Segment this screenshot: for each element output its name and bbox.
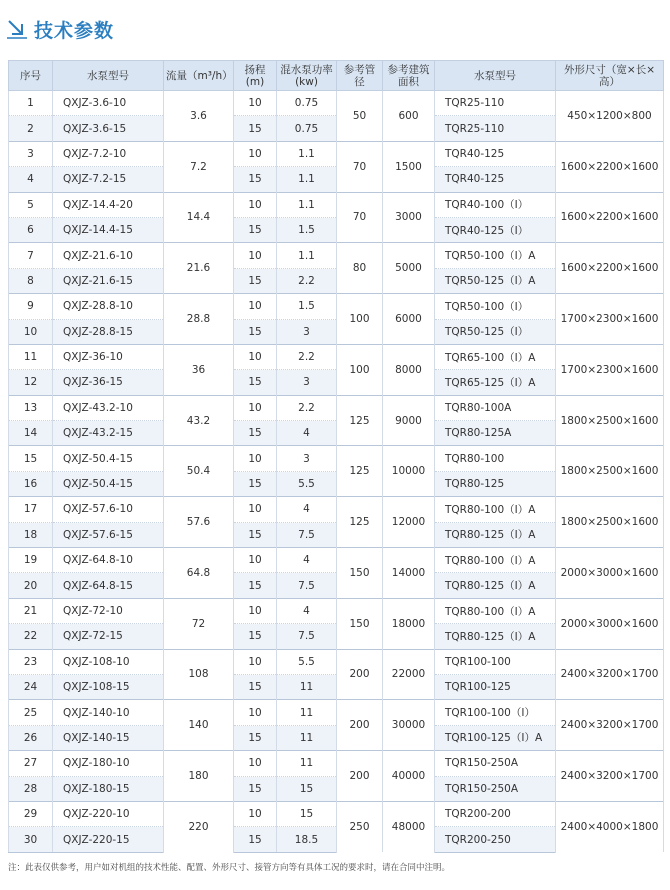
cell-model: QXJZ-28.8-15 — [53, 319, 164, 344]
cell-index: 28 — [9, 776, 53, 801]
cell-head: 15 — [234, 573, 277, 598]
cell-area: 18000 — [383, 598, 435, 649]
cell-area: 10000 — [383, 446, 435, 497]
cell-head: 15 — [234, 268, 277, 293]
cell-pump-model: TQR65-100（I）A — [435, 344, 556, 369]
cell-index: 21 — [9, 598, 53, 623]
table-header-row — [9, 61, 664, 91]
cell-head: 10 — [234, 751, 277, 776]
cell-flow: 220 — [164, 801, 234, 852]
cell-power: 3 — [277, 370, 337, 395]
cell-diameter: 200 — [337, 649, 383, 700]
cell-power: 2.2 — [277, 268, 337, 293]
cell-model: QXJZ-21.6-10 — [53, 243, 164, 268]
cell-area: 3000 — [383, 192, 435, 243]
cell-index: 19 — [9, 548, 53, 573]
table-row — [9, 141, 664, 166]
cell-pump-model: TQR50-125（I）A — [435, 268, 556, 293]
cell-diameter: 200 — [337, 751, 383, 802]
cell-dimensions: 1700×2300×1600 — [556, 344, 664, 395]
cell-index: 12 — [9, 370, 53, 395]
cell-power: 3 — [277, 319, 337, 344]
cell-power: 11 — [277, 674, 337, 699]
cell-dimensions: 2000×3000×1600 — [556, 598, 664, 649]
cell-power: 11 — [277, 725, 337, 750]
col-header-head: 扬程(m) — [234, 61, 277, 91]
cell-dimensions: 2400×3200×1700 — [556, 649, 664, 700]
cell-diameter: 100 — [337, 294, 383, 345]
cell-pump-model: TQR80-100（I）A — [435, 548, 556, 573]
cell-index: 15 — [9, 446, 53, 471]
cell-model: QXJZ-140-15 — [53, 725, 164, 750]
cell-diameter: 70 — [337, 141, 383, 192]
cell-power: 11 — [277, 700, 337, 725]
cell-pump-model: TQR80-125A — [435, 421, 556, 446]
cell-pump-model: TQR40-125（I） — [435, 217, 556, 242]
table-row — [9, 243, 664, 268]
cell-dimensions: 2000×3000×1600 — [556, 548, 664, 599]
cell-diameter: 250 — [337, 801, 383, 852]
cell-model: QXJZ-220-10 — [53, 801, 164, 826]
cell-power: 11 — [277, 751, 337, 776]
col-header-pump-model: 水泵型号 — [435, 61, 556, 91]
cell-index: 26 — [9, 725, 53, 750]
cell-flow: 64.8 — [164, 548, 234, 599]
cell-head: 15 — [234, 167, 277, 192]
cell-dimensions: 1800×2500×1600 — [556, 446, 664, 497]
cell-power: 4 — [277, 497, 337, 522]
cell-power: 1.1 — [277, 192, 337, 217]
spec-table — [8, 60, 664, 853]
table-row — [9, 294, 664, 319]
table-row — [9, 344, 664, 369]
cell-head: 10 — [234, 598, 277, 623]
cell-diameter: 150 — [337, 598, 383, 649]
cell-head: 15 — [234, 217, 277, 242]
cell-pump-model: TQR80-100 — [435, 446, 556, 471]
cell-model: QXJZ-108-15 — [53, 674, 164, 699]
cell-head: 10 — [234, 649, 277, 674]
cell-head: 15 — [234, 776, 277, 801]
table-row — [9, 548, 664, 573]
cell-head: 10 — [234, 243, 277, 268]
cell-diameter: 80 — [337, 243, 383, 294]
cell-power: 5.5 — [277, 649, 337, 674]
cell-index: 9 — [9, 294, 53, 319]
table-row — [9, 497, 664, 522]
cell-power: 0.75 — [277, 116, 337, 141]
cell-pump-model: TQR50-100（I）A — [435, 243, 556, 268]
cell-pump-model: TQR80-125（I）A — [435, 522, 556, 547]
table-row — [9, 801, 664, 826]
cell-pump-model: TQR50-125（I） — [435, 319, 556, 344]
cell-model: QXJZ-50.4-15 — [53, 446, 164, 471]
cell-index: 18 — [9, 522, 53, 547]
cell-index: 7 — [9, 243, 53, 268]
cell-dimensions: 1600×2200×1600 — [556, 192, 664, 243]
cell-head: 10 — [234, 141, 277, 166]
page-title: 技术参数 — [34, 19, 115, 42]
table-row — [9, 91, 664, 116]
cell-dimensions: 2400×3200×1700 — [556, 700, 664, 751]
cell-diameter: 125 — [337, 446, 383, 497]
cell-index: 16 — [9, 471, 53, 496]
cell-head: 15 — [234, 370, 277, 395]
table-row — [9, 446, 664, 471]
cell-index: 29 — [9, 801, 53, 826]
cell-index: 1 — [9, 91, 53, 116]
cell-dimensions: 1600×2200×1600 — [556, 141, 664, 192]
cell-flow: 72 — [164, 598, 234, 649]
cell-index: 2 — [9, 116, 53, 141]
cell-power: 3 — [277, 446, 337, 471]
cell-area: 40000 — [383, 751, 435, 802]
cell-dimensions: 2400×4000×1800 — [556, 801, 664, 852]
cell-head: 15 — [234, 827, 277, 852]
cell-index: 3 — [9, 141, 53, 166]
cell-pump-model: TQR200-250 — [435, 827, 556, 852]
cell-index: 20 — [9, 573, 53, 598]
cell-pump-model: TQR25-110 — [435, 91, 556, 116]
cell-power: 5.5 — [277, 471, 337, 496]
cell-head: 15 — [234, 624, 277, 649]
arrow-down-right-icon — [6, 18, 28, 40]
cell-head: 15 — [234, 421, 277, 446]
cell-area: 6000 — [383, 294, 435, 345]
table-row — [9, 649, 664, 674]
cell-head: 10 — [234, 395, 277, 420]
cell-index: 14 — [9, 421, 53, 446]
table-row — [9, 751, 664, 776]
cell-flow: 21.6 — [164, 243, 234, 294]
cell-index: 6 — [9, 217, 53, 242]
footnote: 注：此表仅供参考，用户如对机组的技术性能、配置、外形尺寸、接管方向等有具体工况的要求时，请在合同中注明。 — [8, 863, 451, 873]
cell-area: 14000 — [383, 548, 435, 599]
cell-head: 10 — [234, 497, 277, 522]
cell-head: 10 — [234, 801, 277, 826]
cell-area: 8000 — [383, 344, 435, 395]
cell-flow: 57.6 — [164, 497, 234, 548]
cell-index: 24 — [9, 674, 53, 699]
cell-dimensions: 450×1200×800 — [556, 91, 664, 142]
cell-index: 8 — [9, 268, 53, 293]
cell-head: 10 — [234, 91, 277, 116]
cell-pump-model: TQR25-110 — [435, 116, 556, 141]
cell-index: 4 — [9, 167, 53, 192]
section-header — [6, 14, 114, 44]
cell-pump-model: TQR80-125 — [435, 471, 556, 496]
cell-index: 22 — [9, 624, 53, 649]
cell-model: QXJZ-140-10 — [53, 700, 164, 725]
cell-pump-model: TQR50-100（I） — [435, 294, 556, 319]
cell-model: QXJZ-108-10 — [53, 649, 164, 674]
cell-power: 1.1 — [277, 167, 337, 192]
cell-area: 9000 — [383, 395, 435, 446]
col-header-dimensions: 外形尺寸（宽×长×高） — [556, 61, 664, 91]
cell-power: 7.5 — [277, 624, 337, 649]
cell-pump-model: TQR40-125 — [435, 167, 556, 192]
cell-area: 600 — [383, 91, 435, 142]
cell-dimensions: 1700×2300×1600 — [556, 294, 664, 345]
cell-diameter: 70 — [337, 192, 383, 243]
cell-power: 4 — [277, 598, 337, 623]
cell-model: QXJZ-64.8-10 — [53, 548, 164, 573]
col-header-index: 序号 — [9, 61, 53, 91]
cell-pump-model: TQR65-125（I）A — [435, 370, 556, 395]
cell-power: 15 — [277, 801, 337, 826]
cell-head: 15 — [234, 725, 277, 750]
cell-model: QXJZ-57.6-10 — [53, 497, 164, 522]
cell-head: 10 — [234, 344, 277, 369]
cell-pump-model: TQR40-100（I） — [435, 192, 556, 217]
table-row — [9, 395, 664, 420]
cell-head: 15 — [234, 319, 277, 344]
cell-dimensions: 1800×2500×1600 — [556, 497, 664, 548]
cell-pump-model: TQR200-200 — [435, 801, 556, 826]
cell-area: 5000 — [383, 243, 435, 294]
cell-model: QXJZ-14.4-20 — [53, 192, 164, 217]
cell-pump-model: TQR150-250A — [435, 751, 556, 776]
cell-power: 4 — [277, 421, 337, 446]
cell-model: QXJZ-36-10 — [53, 344, 164, 369]
cell-model: QXJZ-7.2-10 — [53, 141, 164, 166]
cell-head: 15 — [234, 116, 277, 141]
cell-pump-model: TQR100-125 — [435, 674, 556, 699]
cell-power: 1.1 — [277, 243, 337, 268]
cell-model: QXJZ-220-15 — [53, 827, 164, 852]
cell-model: QXJZ-180-10 — [53, 751, 164, 776]
cell-area: 22000 — [383, 649, 435, 700]
cell-power: 2.2 — [277, 344, 337, 369]
cell-pump-model: TQR80-100A — [435, 395, 556, 420]
cell-model: QXJZ-43.2-10 — [53, 395, 164, 420]
cell-model: QXJZ-50.4-15 — [53, 471, 164, 496]
cell-model: QXJZ-3.6-15 — [53, 116, 164, 141]
cell-index: 5 — [9, 192, 53, 217]
cell-pump-model: TQR100-100（I） — [435, 700, 556, 725]
cell-index: 27 — [9, 751, 53, 776]
cell-head: 15 — [234, 674, 277, 699]
cell-power: 4 — [277, 548, 337, 573]
cell-pump-model: TQR40-125 — [435, 141, 556, 166]
cell-pump-model: TQR80-100（I）A — [435, 497, 556, 522]
cell-power: 7.5 — [277, 522, 337, 547]
cell-area: 1500 — [383, 141, 435, 192]
col-header-area: 参考建筑面积 — [383, 61, 435, 91]
cell-flow: 43.2 — [164, 395, 234, 446]
cell-pump-model: TQR80-100（I）A — [435, 598, 556, 623]
cell-area: 12000 — [383, 497, 435, 548]
table-row — [9, 192, 664, 217]
col-header-power: 混水泵功率(kw) — [277, 61, 337, 91]
cell-head: 15 — [234, 471, 277, 496]
cell-flow: 36 — [164, 344, 234, 395]
cell-area: 48000 — [383, 801, 435, 852]
cell-pump-model: TQR80-125（I）A — [435, 624, 556, 649]
cell-diameter: 100 — [337, 344, 383, 395]
cell-model: QXJZ-64.8-15 — [53, 573, 164, 598]
cell-diameter: 150 — [337, 548, 383, 599]
cell-flow: 28.8 — [164, 294, 234, 345]
col-header-diameter: 参考管径 — [337, 61, 383, 91]
cell-index: 10 — [9, 319, 53, 344]
cell-flow: 180 — [164, 751, 234, 802]
cell-head: 10 — [234, 446, 277, 471]
cell-index: 17 — [9, 497, 53, 522]
cell-pump-model: TQR150-250A — [435, 776, 556, 801]
cell-head: 10 — [234, 700, 277, 725]
cell-flow: 140 — [164, 700, 234, 751]
cell-model: QXJZ-57.6-15 — [53, 522, 164, 547]
cell-model: QXJZ-28.8-10 — [53, 294, 164, 319]
cell-power: 2.2 — [277, 395, 337, 420]
cell-model: QXJZ-180-15 — [53, 776, 164, 801]
cell-power: 15 — [277, 776, 337, 801]
cell-model: QXJZ-36-15 — [53, 370, 164, 395]
cell-diameter: 125 — [337, 395, 383, 446]
table-row — [9, 700, 664, 725]
col-header-model: 水泵型号 — [53, 61, 164, 91]
cell-flow: 50.4 — [164, 446, 234, 497]
cell-index: 11 — [9, 344, 53, 369]
table-row — [9, 598, 664, 623]
cell-index: 23 — [9, 649, 53, 674]
cell-dimensions: 1800×2500×1600 — [556, 395, 664, 446]
cell-pump-model: TQR80-125（I）A — [435, 573, 556, 598]
cell-diameter: 50 — [337, 91, 383, 142]
cell-flow: 3.6 — [164, 91, 234, 142]
cell-diameter: 200 — [337, 700, 383, 751]
cell-dimensions: 1600×2200×1600 — [556, 243, 664, 294]
cell-head: 10 — [234, 548, 277, 573]
cell-power: 7.5 — [277, 573, 337, 598]
cell-power: 18.5 — [277, 827, 337, 852]
col-header-flow: 流量（m³/h） — [164, 61, 234, 91]
cell-flow: 108 — [164, 649, 234, 700]
cell-head: 10 — [234, 192, 277, 217]
cell-power: 1.5 — [277, 217, 337, 242]
cell-power: 1.5 — [277, 294, 337, 319]
cell-model: QXJZ-3.6-10 — [53, 91, 164, 116]
cell-area: 30000 — [383, 700, 435, 751]
cell-head: 15 — [234, 522, 277, 547]
cell-power: 1.1 — [277, 141, 337, 166]
cell-pump-model: TQR100-100 — [435, 649, 556, 674]
table-body — [9, 91, 664, 853]
cell-diameter: 125 — [337, 497, 383, 548]
cell-index: 25 — [9, 700, 53, 725]
cell-head: 10 — [234, 294, 277, 319]
cell-flow: 7.2 — [164, 141, 234, 192]
cell-flow: 14.4 — [164, 192, 234, 243]
cell-pump-model: TQR100-125（I）A — [435, 725, 556, 750]
cell-power: 0.75 — [277, 91, 337, 116]
cell-index: 30 — [9, 827, 53, 852]
cell-dimensions: 2400×3200×1700 — [556, 751, 664, 802]
cell-model: QXJZ-72-10 — [53, 598, 164, 623]
cell-model: QXJZ-7.2-15 — [53, 167, 164, 192]
cell-index: 13 — [9, 395, 53, 420]
cell-model: QXJZ-21.6-15 — [53, 268, 164, 293]
cell-model: QXJZ-43.2-15 — [53, 421, 164, 446]
cell-model: QXJZ-72-15 — [53, 624, 164, 649]
cell-model: QXJZ-14.4-15 — [53, 217, 164, 242]
